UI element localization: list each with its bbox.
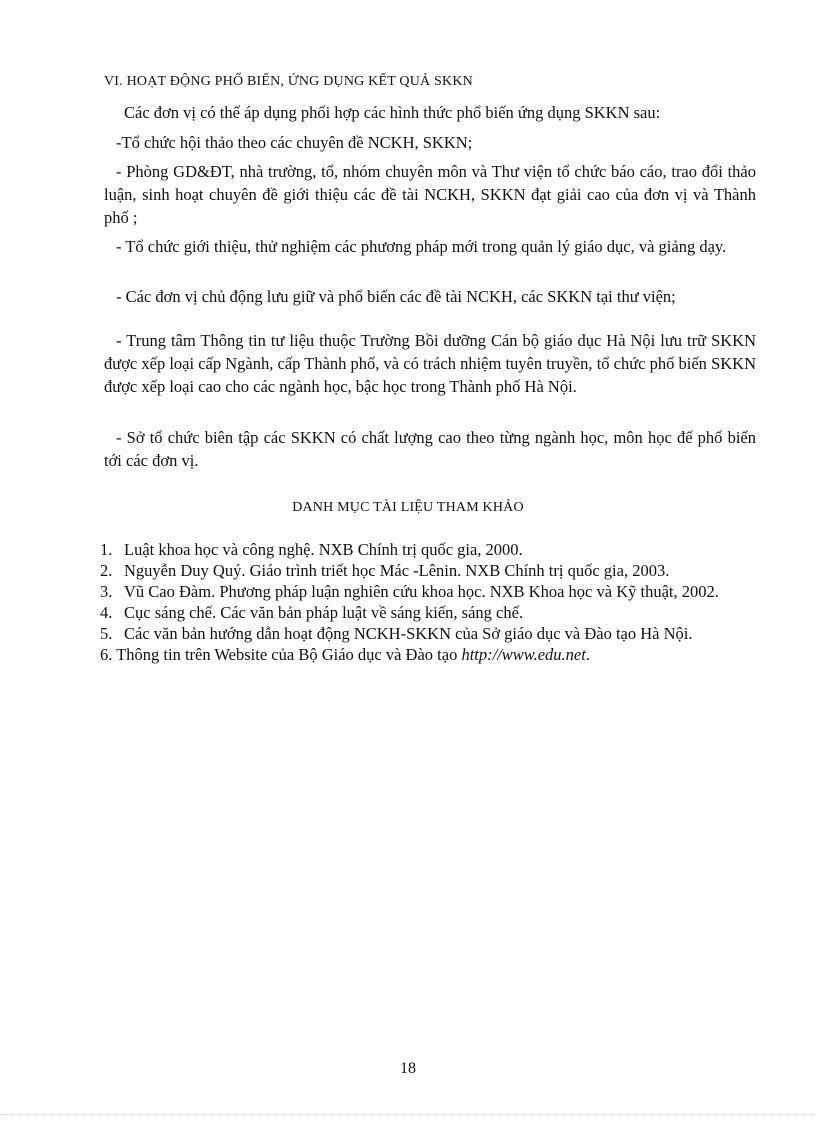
reference-number: 2. [100, 561, 113, 580]
paragraph-item: -Tổ chức hội thảo theo các chuyên đề NCKH, SKKN; [116, 133, 473, 152]
paragraph-item: - Tổ chức giới thiệu, thử nghiệm các phương pháp mới trong quản lý giáo dục, và giảng dạy. [116, 237, 727, 256]
page-number: 18 [400, 1060, 416, 1077]
reference-number: 1. [100, 540, 113, 559]
section-heading: VI. HOẠT ĐỘNG PHỔ BIẾN, ỨNG DỤNG KẾT QUẢ SKKN [104, 74, 473, 89]
reference-text: Cục sáng chế. Các văn bản pháp luật về sáng kiến, sáng chế. [124, 603, 524, 622]
reference-item [100, 645, 740, 665]
reference-item [100, 540, 740, 560]
paragraph-item: - Các đơn vị chủ động lưu giữ và phổ biến các đề tài NCKH, các SKKN tại thư viện; [116, 287, 676, 306]
paragraph-item: - Trung tâm Thông tin tư liệu thuộc Trường Bồi dưỡng Cán bộ giáo dục Hà Nội lưu trữ SKKN được xếp loại cấp Ngành, cấp Thành phố, và có trách nhiệm tuyên truyền, tổ chức phổ biến SKKN được xếp loại cao cho các ngành học, bậc học trong Thành phố Hà Nội. [104, 331, 756, 396]
references-list [100, 540, 740, 666]
reference-item [100, 561, 740, 581]
paragraph-intro: Các đơn vị có thể áp dụng phối hợp các hình thức phổ biến ứng dụng SKKN sau: [124, 103, 661, 122]
reference-number: 5. [100, 624, 113, 643]
references-title: DANH MỤC TÀI LIỆU THAM KHẢO [292, 500, 524, 515]
reference-end: . [585, 645, 590, 664]
reference-number: 6. [100, 645, 113, 664]
reference-item [100, 624, 740, 644]
reference-text: Thông tin trên Website của Bộ Giáo dục và Đào tạo [116, 645, 462, 664]
paragraph-item: - Sở tổ chức biên tập các SKKN có chất lượng cao theo từng ngành học, môn học để phổ biến tới các đơn vị. [104, 428, 756, 470]
paragraph-item: - Phòng GD&ĐT, nhà trường, tổ, nhóm chuyên môn và Thư viện tổ chức báo cáo, trao đổi thảo luận, sinh hoạt chuyên đề giới thiệu các đề tài NCKH, SKKN đạt giải cao của đơn vị và Thành phố ; [104, 162, 756, 227]
reference-url[interactable]: http://www.edu.net [461, 645, 586, 664]
page-bottom-rule [0, 1114, 816, 1115]
reference-text: Vũ Cao Đàm. Phương pháp luận nghiên cứu khoa học. NXB Khoa học và Kỹ thuật, 2002. [124, 582, 719, 601]
reference-number: 3. [100, 582, 113, 601]
reference-item [100, 603, 740, 623]
reference-text: Các văn bản hướng dẫn hoạt động NCKH-SKKN của Sở giáo dục và Đào tạo Hà Nội. [124, 624, 693, 643]
reference-number: 4. [100, 603, 113, 622]
reference-text: Luật khoa học và công nghệ. NXB Chính trị quốc gia, 2000. [124, 540, 523, 559]
reference-item [100, 582, 740, 602]
reference-text: Nguyễn Duy Quý. Giáo trình triết học Mác -Lênin. NXB Chính trị quốc gia, 2003. [124, 561, 670, 580]
